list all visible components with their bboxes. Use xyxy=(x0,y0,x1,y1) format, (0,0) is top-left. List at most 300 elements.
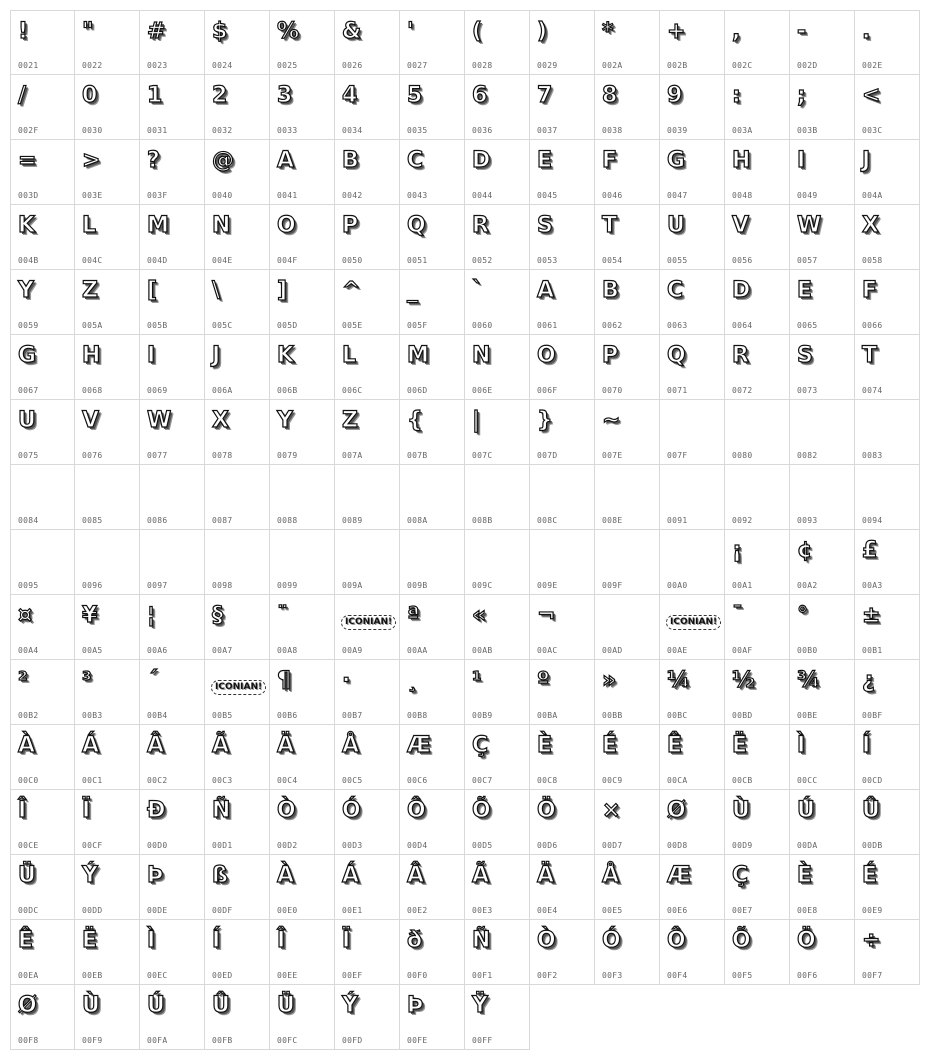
glyph-cell[interactable] xyxy=(205,920,270,985)
glyph-cell[interactable] xyxy=(660,855,725,920)
glyph-cell[interactable] xyxy=(725,855,790,920)
glyph-cell[interactable] xyxy=(335,400,400,465)
glyph-cell[interactable] xyxy=(725,75,790,140)
glyph-cell[interactable] xyxy=(270,660,335,725)
glyph-code-label: 00F3 xyxy=(602,971,623,980)
glyph-code-label: 0075 xyxy=(18,451,39,460)
glyph-cell[interactable] xyxy=(270,725,335,790)
glyph-cell[interactable] xyxy=(205,140,270,205)
glyph-cell[interactable] xyxy=(530,660,595,725)
glyph-cell[interactable] xyxy=(335,205,400,270)
glyph-cell[interactable] xyxy=(140,140,205,205)
glyph-cell[interactable] xyxy=(10,855,75,920)
glyph-cell[interactable] xyxy=(660,465,725,530)
glyph-preview: Å xyxy=(342,733,359,758)
glyph-cell[interactable] xyxy=(140,725,205,790)
glyph-cell[interactable] xyxy=(205,270,270,335)
glyph-preview: X xyxy=(862,213,878,238)
glyph-cell[interactable] xyxy=(75,855,140,920)
glyph-code-label: 003C xyxy=(862,126,883,135)
glyph-preview: X xyxy=(212,408,228,433)
glyph-cell[interactable] xyxy=(335,140,400,205)
glyph-cell[interactable] xyxy=(465,530,530,595)
glyph-cell[interactable] xyxy=(530,595,595,660)
glyph-cell[interactable] xyxy=(790,790,855,855)
glyph-cell[interactable] xyxy=(205,335,270,400)
glyph-cell[interactable] xyxy=(595,725,660,790)
glyph-cell[interactable] xyxy=(725,725,790,790)
glyph-cell[interactable] xyxy=(465,985,530,1050)
glyph-cell[interactable] xyxy=(75,205,140,270)
glyph-cell[interactable] xyxy=(10,10,75,75)
glyph-cell[interactable] xyxy=(400,400,465,465)
glyph-cell[interactable] xyxy=(725,10,790,75)
glyph-preview: # xyxy=(147,19,165,44)
glyph-cell[interactable] xyxy=(75,725,140,790)
glyph-cell[interactable] xyxy=(205,790,270,855)
glyph-cell[interactable] xyxy=(465,270,530,335)
glyph-code-label: 00B8 xyxy=(407,711,428,720)
glyph-cell[interactable] xyxy=(75,660,140,725)
glyph-cell[interactable] xyxy=(790,660,855,725)
glyph-cell[interactable] xyxy=(530,335,595,400)
glyph-cell[interactable] xyxy=(465,335,530,400)
glyph-code-label: 0068 xyxy=(82,386,103,395)
glyph-cell[interactable] xyxy=(205,985,270,1050)
glyph-cell[interactable] xyxy=(465,205,530,270)
glyph-preview: Ÿ xyxy=(472,993,487,1018)
glyph-cell[interactable] xyxy=(270,400,335,465)
glyph-cell[interactable] xyxy=(465,790,530,855)
glyph-preview: I xyxy=(797,148,805,173)
glyph-cell[interactable] xyxy=(75,10,140,75)
glyph-preview: » xyxy=(602,668,616,693)
glyph-cell[interactable] xyxy=(10,335,75,400)
glyph-cell[interactable] xyxy=(530,140,595,205)
glyph-preview: Ë xyxy=(82,928,97,953)
glyph-cell[interactable] xyxy=(465,140,530,205)
glyph-cell[interactable] xyxy=(790,855,855,920)
glyph-cell[interactable] xyxy=(725,205,790,270)
glyph-cell[interactable] xyxy=(530,530,595,595)
glyph-cell[interactable] xyxy=(530,725,595,790)
glyph-cell[interactable] xyxy=(725,595,790,660)
glyph-cell[interactable] xyxy=(530,920,595,985)
glyph-cell[interactable] xyxy=(465,725,530,790)
glyph-cell[interactable] xyxy=(595,140,660,205)
glyph-preview: W xyxy=(147,408,171,433)
glyph-code-label: 0021 xyxy=(18,61,39,70)
glyph-cell[interactable] xyxy=(140,465,205,530)
glyph-cell[interactable] xyxy=(75,140,140,205)
glyph-cell[interactable] xyxy=(335,335,400,400)
glyph-preview: Ñ xyxy=(472,928,490,953)
glyph-cell[interactable] xyxy=(725,465,790,530)
glyph-cell[interactable] xyxy=(400,205,465,270)
glyph-cell[interactable] xyxy=(270,920,335,985)
glyph-cell[interactable] xyxy=(660,725,725,790)
glyph-cell[interactable] xyxy=(855,400,920,465)
glyph-code-label: 0058 xyxy=(862,256,883,265)
glyph-cell[interactable] xyxy=(270,595,335,660)
glyph-preview: £ xyxy=(862,538,877,563)
iconian-logo-glyph: ICONIAN! xyxy=(666,615,721,630)
glyph-cell[interactable] xyxy=(10,790,75,855)
glyph-cell[interactable] xyxy=(270,465,335,530)
glyph-cell[interactable] xyxy=(595,660,660,725)
glyph-cell[interactable] xyxy=(270,790,335,855)
glyph-cell[interactable] xyxy=(335,10,400,75)
glyph-preview: ¹ xyxy=(472,668,481,693)
glyph-cell[interactable] xyxy=(595,270,660,335)
glyph-cell[interactable] xyxy=(530,465,595,530)
glyph-cell[interactable] xyxy=(855,75,920,140)
glyph-preview: A xyxy=(277,148,294,173)
glyph-preview: Z xyxy=(82,278,97,303)
glyph-cell[interactable] xyxy=(725,140,790,205)
glyph-cell[interactable] xyxy=(140,595,205,660)
glyph-cell[interactable] xyxy=(335,530,400,595)
glyph-cell[interactable] xyxy=(790,140,855,205)
glyph-cell[interactable] xyxy=(465,595,530,660)
glyph-cell[interactable] xyxy=(660,270,725,335)
glyph-cell[interactable] xyxy=(660,530,725,595)
glyph-cell[interactable] xyxy=(75,400,140,465)
glyph-cell[interactable] xyxy=(400,75,465,140)
glyph-cell[interactable] xyxy=(725,270,790,335)
glyph-cell[interactable] xyxy=(660,205,725,270)
glyph-cell[interactable] xyxy=(660,595,725,660)
glyph-cell[interactable] xyxy=(855,270,920,335)
glyph-code-label: 0042 xyxy=(342,191,363,200)
glyph-cell[interactable] xyxy=(725,400,790,465)
glyph-cell[interactable] xyxy=(140,985,205,1050)
glyph-cell[interactable] xyxy=(465,920,530,985)
glyph-cell[interactable] xyxy=(400,595,465,660)
glyph-cell[interactable] xyxy=(595,920,660,985)
glyph-cell[interactable] xyxy=(595,335,660,400)
glyph-cell[interactable] xyxy=(855,335,920,400)
glyph-preview: Æ xyxy=(407,733,430,758)
glyph-cell[interactable] xyxy=(855,855,920,920)
glyph-code-label: 0056 xyxy=(732,256,753,265)
glyph-cell[interactable] xyxy=(75,595,140,660)
glyph-cell[interactable] xyxy=(855,140,920,205)
glyph-cell[interactable] xyxy=(270,205,335,270)
glyph-cell[interactable] xyxy=(790,530,855,595)
glyph-cell[interactable] xyxy=(205,75,270,140)
glyph-preview: J xyxy=(862,148,870,173)
glyph-preview: @ xyxy=(212,148,233,173)
glyph-cell[interactable] xyxy=(790,595,855,660)
glyph-cell[interactable] xyxy=(10,920,75,985)
glyph-code-label: 0059 xyxy=(18,321,39,330)
glyph-code-label: 00D7 xyxy=(602,841,623,850)
glyph-cell[interactable] xyxy=(140,660,205,725)
glyph-cell[interactable] xyxy=(205,725,270,790)
glyph-cell[interactable] xyxy=(725,335,790,400)
glyph-cell[interactable] xyxy=(270,140,335,205)
glyph-preview: ª xyxy=(407,603,419,628)
glyph-cell[interactable] xyxy=(465,465,530,530)
glyph-cell[interactable] xyxy=(660,10,725,75)
glyph-preview: Ì xyxy=(797,733,805,758)
glyph-cell[interactable] xyxy=(400,725,465,790)
glyph-cell[interactable] xyxy=(530,790,595,855)
glyph-cell[interactable] xyxy=(10,985,75,1050)
glyph-code-label: 0047 xyxy=(667,191,688,200)
glyph-cell[interactable] xyxy=(595,465,660,530)
glyph-cell[interactable] xyxy=(75,270,140,335)
glyph-cell[interactable] xyxy=(335,75,400,140)
glyph-cell[interactable] xyxy=(595,205,660,270)
glyph-cell[interactable] xyxy=(855,790,920,855)
glyph-cell[interactable] xyxy=(530,400,595,465)
glyph-cell[interactable] xyxy=(335,595,400,660)
glyph-cell[interactable] xyxy=(75,985,140,1050)
glyph-code-label: 0064 xyxy=(732,321,753,330)
glyph-cell[interactable] xyxy=(660,920,725,985)
glyph-cell[interactable] xyxy=(205,660,270,725)
glyph-code-label: 00DD xyxy=(82,906,103,915)
glyph-cell[interactable] xyxy=(140,205,205,270)
glyph-preview: Þ xyxy=(407,993,423,1018)
glyph-cell[interactable] xyxy=(205,465,270,530)
glyph-cell[interactable] xyxy=(140,855,205,920)
glyph-cell[interactable] xyxy=(140,10,205,75)
glyph-preview: C xyxy=(407,148,423,173)
glyph-cell[interactable] xyxy=(725,790,790,855)
glyph-cell[interactable] xyxy=(790,465,855,530)
glyph-cell[interactable] xyxy=(10,270,75,335)
glyph-cell[interactable] xyxy=(140,790,205,855)
glyph-code-label: 00BE xyxy=(797,711,818,720)
glyph-cell[interactable] xyxy=(790,335,855,400)
glyph-cell[interactable] xyxy=(140,400,205,465)
glyph-cell[interactable] xyxy=(335,790,400,855)
glyph-code-label: 0040 xyxy=(212,191,233,200)
glyph-preview: N xyxy=(212,213,230,238)
glyph-cell[interactable] xyxy=(595,790,660,855)
glyph-cell[interactable] xyxy=(335,855,400,920)
glyph-cell[interactable] xyxy=(595,855,660,920)
glyph-cell[interactable] xyxy=(595,530,660,595)
glyph-preview: 5 xyxy=(407,83,422,108)
glyph-cell[interactable] xyxy=(270,855,335,920)
glyph-cell[interactable] xyxy=(465,855,530,920)
glyph-cell[interactable] xyxy=(400,660,465,725)
glyph-cell[interactable] xyxy=(530,855,595,920)
glyph-code-label: 0024 xyxy=(212,61,233,70)
glyph-cell[interactable] xyxy=(595,10,660,75)
glyph-cell[interactable] xyxy=(270,75,335,140)
glyph-code-label: 0049 xyxy=(797,191,818,200)
glyph-cell[interactable] xyxy=(75,465,140,530)
glyph-preview: F xyxy=(602,148,617,173)
glyph-code-label: 007E xyxy=(602,451,623,460)
glyph-cell[interactable] xyxy=(400,140,465,205)
glyph-cell[interactable] xyxy=(10,140,75,205)
glyph-preview: Á xyxy=(342,863,359,888)
glyph-cell[interactable] xyxy=(660,75,725,140)
glyph-cell[interactable] xyxy=(10,725,75,790)
glyph-code-label: 00A3 xyxy=(862,581,883,590)
glyph-cell[interactable] xyxy=(205,595,270,660)
glyph-cell[interactable] xyxy=(140,75,205,140)
glyph-cell[interactable] xyxy=(855,10,920,75)
glyph-cell[interactable] xyxy=(660,335,725,400)
glyph-preview: > xyxy=(82,148,100,173)
glyph-cell[interactable] xyxy=(790,270,855,335)
glyph-code-label: 009F xyxy=(602,581,623,590)
glyph-cell[interactable] xyxy=(400,10,465,75)
glyph-cell[interactable] xyxy=(10,595,75,660)
glyph-cell[interactable] xyxy=(400,855,465,920)
glyph-cell[interactable] xyxy=(790,75,855,140)
glyph-cell[interactable] xyxy=(790,400,855,465)
glyph-preview: M xyxy=(407,343,428,368)
glyph-cell[interactable] xyxy=(335,660,400,725)
glyph-cell[interactable] xyxy=(10,400,75,465)
glyph-cell[interactable] xyxy=(465,75,530,140)
glyph-code-label: 0060 xyxy=(472,321,493,330)
glyph-preview: Æ xyxy=(667,863,690,888)
glyph-cell[interactable] xyxy=(855,920,920,985)
glyph-cell[interactable] xyxy=(335,465,400,530)
glyph-cell[interactable] xyxy=(855,660,920,725)
glyph-cell[interactable] xyxy=(270,335,335,400)
glyph-cell[interactable] xyxy=(855,465,920,530)
glyph-cell[interactable] xyxy=(270,270,335,335)
glyph-cell[interactable] xyxy=(530,75,595,140)
glyph-cell[interactable] xyxy=(855,725,920,790)
glyph-cell[interactable] xyxy=(10,205,75,270)
glyph-preview: D xyxy=(732,278,750,303)
glyph-cell[interactable] xyxy=(75,530,140,595)
glyph-cell[interactable] xyxy=(595,595,660,660)
glyph-cell[interactable] xyxy=(270,985,335,1050)
glyph-cell[interactable] xyxy=(790,920,855,985)
glyph-cell[interactable] xyxy=(400,920,465,985)
glyph-cell[interactable] xyxy=(465,400,530,465)
glyph-cell[interactable] xyxy=(335,985,400,1050)
glyph-code-label: 00DF xyxy=(212,906,233,915)
glyph-cell[interactable] xyxy=(400,530,465,595)
glyph-preview: T xyxy=(862,343,877,368)
glyph-cell[interactable] xyxy=(140,335,205,400)
glyph-cell[interactable] xyxy=(335,920,400,985)
glyph-cell[interactable] xyxy=(725,530,790,595)
glyph-cell[interactable] xyxy=(205,530,270,595)
glyph-cell[interactable] xyxy=(595,75,660,140)
glyph-code-label: 00CF xyxy=(82,841,103,850)
glyph-preview: § xyxy=(212,603,222,628)
glyph-preview: : xyxy=(732,83,740,108)
glyph-cell[interactable] xyxy=(205,10,270,75)
glyph-preview: Í xyxy=(862,733,870,758)
glyph-code-label: 00B5 xyxy=(212,711,233,720)
glyph-code-label: 0071 xyxy=(667,386,688,395)
glyph-cell[interactable] xyxy=(660,660,725,725)
glyph-code-label: 00AF xyxy=(732,646,753,655)
glyph-cell[interactable] xyxy=(10,530,75,595)
glyph-cell[interactable] xyxy=(140,920,205,985)
glyph-code-label: 003B xyxy=(797,126,818,135)
glyph-cell[interactable] xyxy=(660,400,725,465)
glyph-cell[interactable] xyxy=(10,660,75,725)
glyph-cell[interactable] xyxy=(75,335,140,400)
glyph-cell[interactable] xyxy=(595,400,660,465)
glyph-cell[interactable] xyxy=(530,10,595,75)
glyph-cell[interactable] xyxy=(790,10,855,75)
glyph-code-label: 00FD xyxy=(342,1036,363,1045)
glyph-preview: 3 xyxy=(277,83,292,108)
glyph-cell[interactable] xyxy=(400,270,465,335)
glyph-cell[interactable] xyxy=(660,790,725,855)
glyph-code-label: 0032 xyxy=(212,126,233,135)
glyph-code-label: 003E xyxy=(82,191,103,200)
glyph-preview: Þ xyxy=(147,863,163,888)
glyph-code-label: 008B xyxy=(472,516,493,525)
glyph-cell[interactable] xyxy=(335,270,400,335)
glyph-code-label: 00A9 xyxy=(342,646,363,655)
glyph-cell[interactable] xyxy=(205,400,270,465)
glyph-cell[interactable] xyxy=(400,985,465,1050)
glyph-cell[interactable] xyxy=(530,270,595,335)
glyph-cell[interactable] xyxy=(75,920,140,985)
glyph-cell[interactable] xyxy=(725,660,790,725)
glyph-cell[interactable] xyxy=(725,920,790,985)
glyph-cell[interactable] xyxy=(400,335,465,400)
glyph-cell[interactable] xyxy=(335,725,400,790)
glyph-code-label: 0036 xyxy=(472,126,493,135)
glyph-cell[interactable] xyxy=(270,10,335,75)
glyph-preview: ¥ xyxy=(82,603,97,628)
glyph-cell[interactable] xyxy=(465,660,530,725)
glyph-cell[interactable] xyxy=(10,465,75,530)
glyph-cell[interactable] xyxy=(660,140,725,205)
glyph-cell[interactable] xyxy=(10,75,75,140)
glyph-cell[interactable] xyxy=(530,205,595,270)
glyph-cell[interactable] xyxy=(400,465,465,530)
glyph-code-label: 008C xyxy=(537,516,558,525)
glyph-cell[interactable] xyxy=(75,790,140,855)
glyph-preview: 4 xyxy=(342,83,357,108)
glyph-code-label: 005A xyxy=(82,321,103,330)
glyph-preview: Ý xyxy=(82,863,97,888)
glyph-cell[interactable] xyxy=(790,725,855,790)
glyph-cell[interactable] xyxy=(140,270,205,335)
glyph-code-label: 006E xyxy=(472,386,493,395)
glyph-code-label: 00E4 xyxy=(537,906,558,915)
glyph-preview: ° xyxy=(797,603,807,628)
glyph-cell[interactable] xyxy=(465,10,530,75)
glyph-cell[interactable] xyxy=(400,790,465,855)
glyph-preview: Ö xyxy=(537,798,555,823)
glyph-cell[interactable] xyxy=(790,205,855,270)
glyph-cell[interactable] xyxy=(855,530,920,595)
glyph-code-label: 00A2 xyxy=(797,581,818,590)
glyph-cell[interactable] xyxy=(270,530,335,595)
glyph-cell[interactable] xyxy=(205,205,270,270)
glyph-preview: J xyxy=(212,343,220,368)
glyph-cell[interactable] xyxy=(855,595,920,660)
glyph-cell[interactable] xyxy=(75,75,140,140)
glyph-cell[interactable] xyxy=(140,530,205,595)
glyph-preview: S xyxy=(537,213,552,238)
glyph-cell[interactable] xyxy=(855,205,920,270)
glyph-cell[interactable] xyxy=(205,855,270,920)
